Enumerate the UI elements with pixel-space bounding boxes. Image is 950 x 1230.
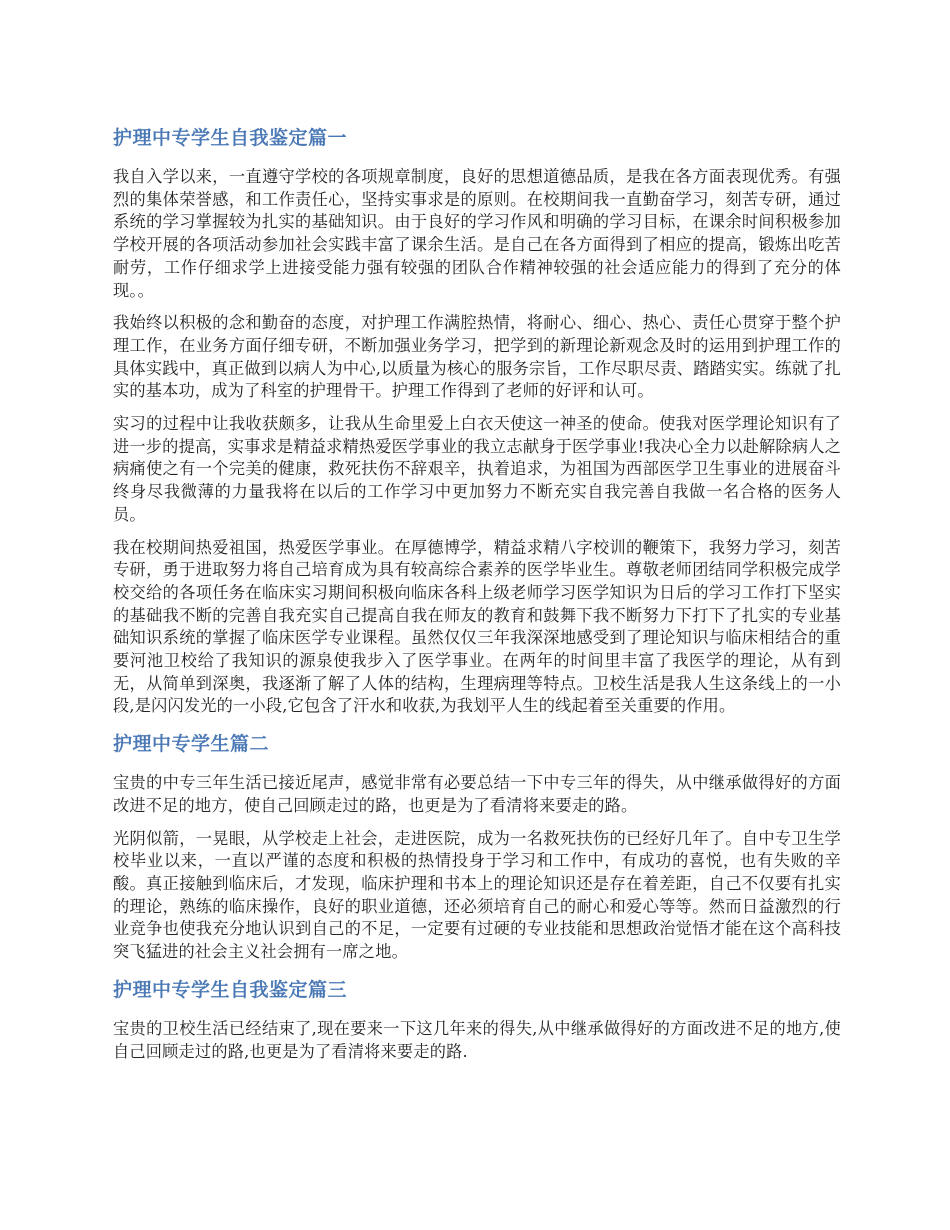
paragraph: 实习的过程中让我收获颇多，让我从生命里爱上白衣天使这一神圣的使命。使我对医学理论知识有了进一步的提高，实事求是精益求精热爱医学事业的我立志献身于医学事业!我决心全力以赴解除病人之病痛使之有一个完美的健康，救死扶伤不辞艰辛，执着追求，为祖国为西部医学卫生事业的进展奋斗终身尽我微薄的力量我将在以后的工作学习中更加努力不断充实自我完善自我做一名合格的医务人员。 — [113, 414, 841, 524]
paragraph: 我在校期间热爱祖国，热爱医学事业。在厚德博学，精益求精八字校训的鞭策下，我努力学习，刻苦专研，勇于进取努力将自己培育成为具有较高综合素养的医学毕业生。尊敬老师团结同学积极完成学校交给的各项任务在临床实习期间积极向临床各科上级老师学习医学知识为日后的学习工作打下坚实的基础我不断的完善自我充实自己提高自我在师友的教育和鼓舞下我不断努力下打下了扎实的专业基础知识系统的掌握了临床医学专业课程。虽然仅仅三年我深深地感受到了理论知识与临床相结合的重要河池卫校给了我知识的源泉使我步入了医学事业。在两年的时间里丰富了我医学的理论，从有到无，从简单到深奥，我逐渐了解了人体的结构，生理病理等特点。卫校生活是我人生这条线上的一小段,是闪闪发光的一小段,它包含了汗水和收获,为我划平人生的线起着至关重要的作用。 — [113, 537, 841, 716]
paragraph: 宝贵的中专三年生活已接近尾声，感觉非常有必要总结一下中专三年的得失，从中继承做得好的方面改进不足的地方，使自己回顾走过的路，也更是为了看清将来要走的路。 — [113, 773, 841, 815]
document-page — [113, 122, 841, 1073]
paragraph: 光阴似箭，一晃眼，从学校走上社会，走进医院，成为一名救死扶伤的已经好几年了。自中专卫生学校毕业以来，一直以严谨的态度和积极的热情投身于学习和工作中，有成功的喜悦，也有失败的辛酸。真正接触到临床后，才发现，临床护理和书本上的理论知识还是存在着差距，自己不仅要有扎实的理论，熟练的临床操作，良好的职业道德，还必须培育自己的耐心和爱心等等。然而日益激烈的行业竞争也使我充分地认识到自己的不足，一定要有过硬的专业技能和思想政治觉悟才能在这个高科技突飞猛进的社会主义社会拥有一席之地。 — [113, 828, 841, 962]
section-title: 护理中专学生自我鉴定篇一 — [113, 127, 348, 149]
section-1 — [113, 122, 841, 718]
paragraph: 我始终以积极的念和勤奋的态度，对护理工作满腔热情，将耐心、细心、热心、责任心贯穿于整个护理工作，在业务方面仔细专研，不断加强业务学习，把学到的新理论新观念及时的运用到护理工作的具体实践中，真正做到以病人为中心,以质量为核心的服务宗旨，工作尽职尽责、踏踏实实。练就了扎实的基本功，成为了科室的护理骨干。护理工作得到了老师的好评和认可。 — [113, 313, 841, 401]
paragraph: 我自入学以来，一直遵守学校的各项规章制度，良好的思想道德品质，是我在各方面表现优秀。有强烈的集体荣誉感，和工作责任心，坚持实事求是的原则。在校期间我一直勤奋学习，刻苦专研，通过系统的学习掌握较为扎实的基础知识。由于良好的学习作风和明确的学习目标，在课余时间积极参加学校开展的各项活动参加社会实践丰富了课余生活。是自己在各方面得到了相应的提高，锻炼出吃苦耐劳，工作仔细求学上进接受能力强有较强的团队合作精神较强的社会适应能力的得到了充分的体现。。 — [113, 167, 841, 300]
section-title: 护理中专学生篇二 — [113, 733, 270, 756]
section-3 — [113, 974, 841, 1063]
section-2 — [113, 728, 841, 964]
paragraph: 宝贵的卫校生活已经结束了,现在要来一下这几年来的得失,从中继承做得好的方面改进不足的地方,使自己回顾走过的路,也更是为了看清将来要走的路. — [113, 1018, 841, 1061]
section-title: 护理中专学生自我鉴定篇三 — [113, 978, 348, 1001]
